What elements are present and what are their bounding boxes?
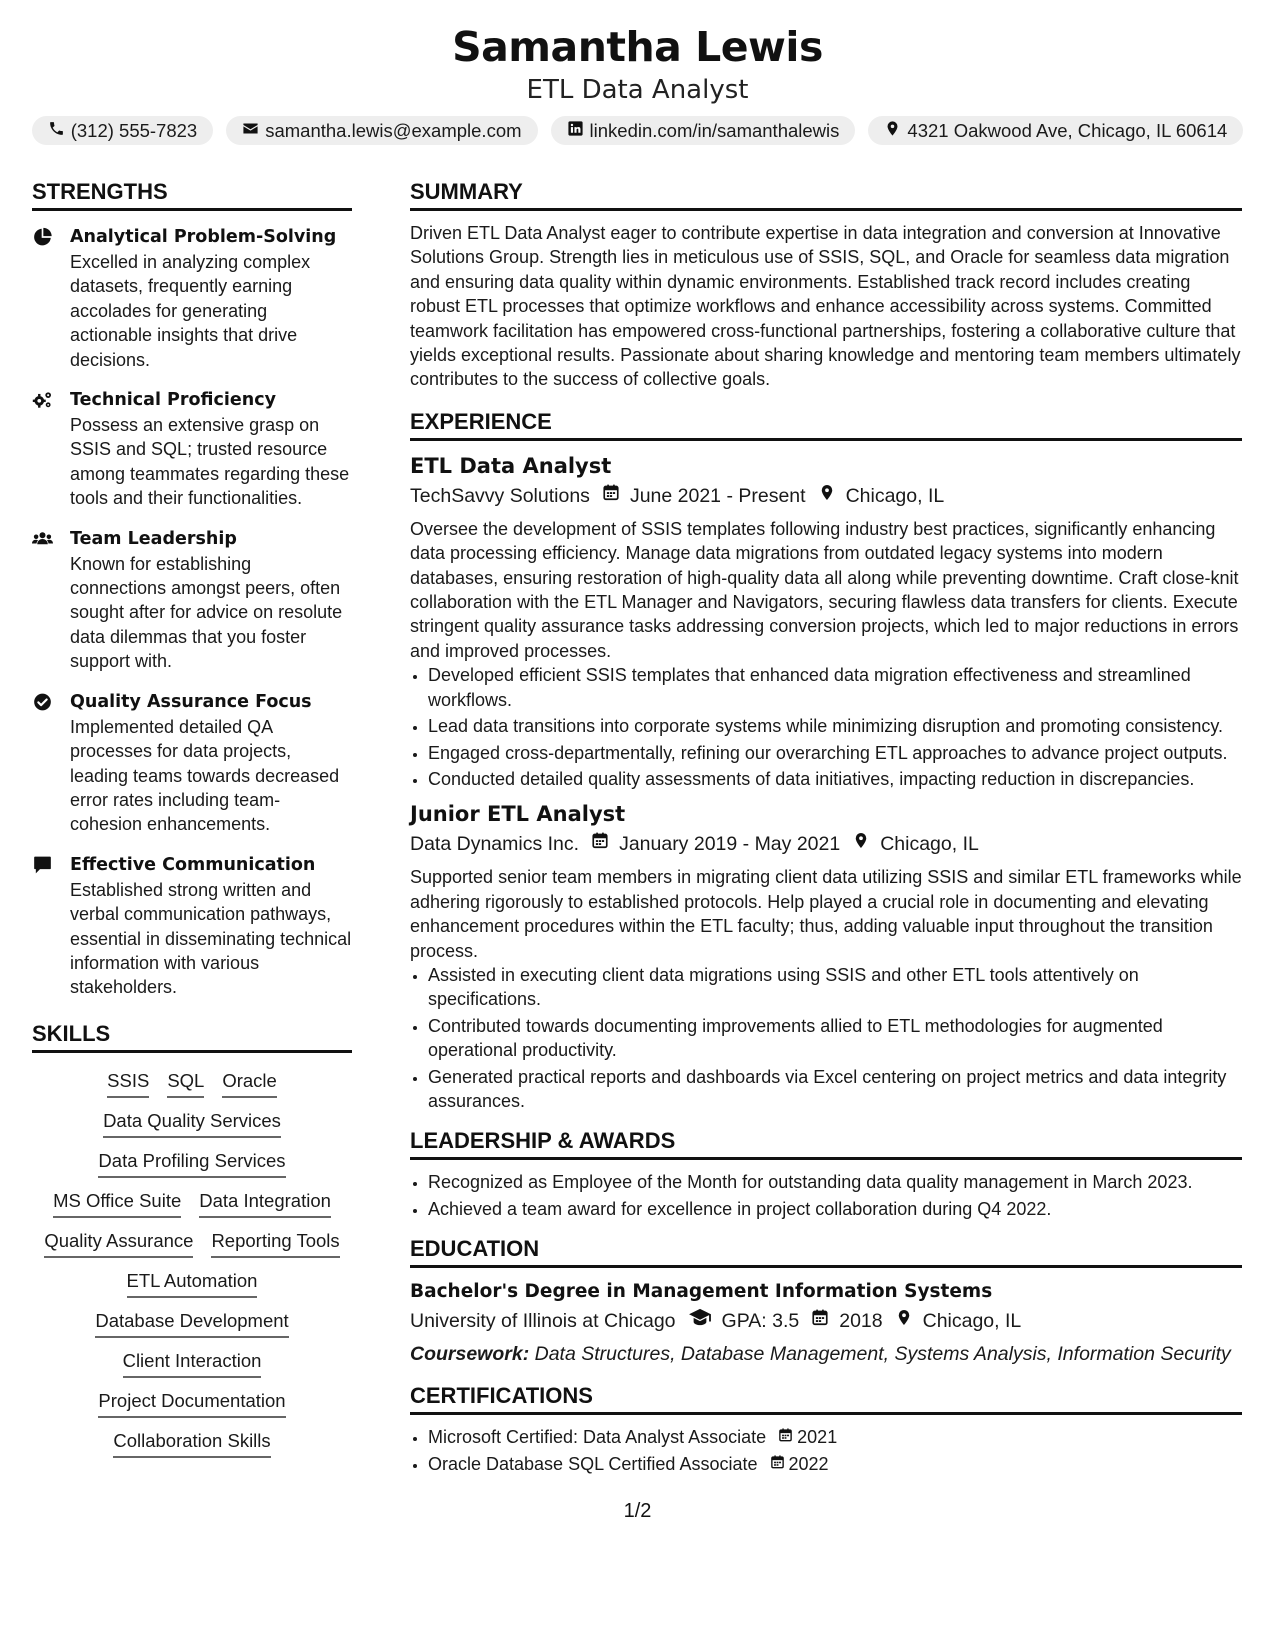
strength-title: Effective Communication (70, 854, 316, 875)
strength-item (32, 690, 352, 837)
resume-header (0, 0, 1275, 145)
strengths-heading: STRENGTHS (32, 178, 352, 211)
list-item: • Contributed towards documenting improvements allied to ETL methodologies for augmented operational productivity. (428, 1014, 1242, 1063)
gpa-value: GPA: 3.5 (721, 1310, 800, 1333)
summary-heading: SUMMARY (410, 178, 1242, 211)
candidate-name: Samantha Lewis (452, 23, 823, 71)
skill-tag: Data Profiling Services (98, 1149, 285, 1178)
list-item: • Recognized as Employee of the Month for outstanding data quality management in March 2023. (428, 1170, 1242, 1194)
job-entry (410, 451, 1242, 791)
cert-year: 2021 (797, 1427, 838, 1448)
strength-item (32, 388, 352, 511)
envelope-icon (242, 120, 259, 141)
calendar-icon (778, 1425, 793, 1449)
list-item: • Conducted detailed quality assessments of data initiatives, impacting reduction in discrepancies. (428, 767, 1242, 791)
degree-title: Bachelor's Degree in Management Information Systems (410, 1281, 993, 1303)
education-heading: EDUCATION (410, 1235, 1242, 1268)
certifications-list (410, 1425, 1242, 1476)
job-meta (410, 829, 1242, 859)
cert-name: Oracle Database SQL Certified Associate (428, 1453, 758, 1474)
strength-item (32, 527, 352, 674)
job-description: Supported senior team members in migrating client data utilizing SSIS and similar ETL frameworks while adhering rigorously to established protocols. Help played a crucial role in documenting and elevating enhancement procedures within the ETL faculty; thus, adding valuable input throughout the transition process. (410, 867, 1242, 961)
calendar-icon (591, 829, 609, 859)
graduation-year: 2018 (839, 1310, 883, 1333)
list-item: • Engaged cross-departmentally, refining our overarching ETL approaches to advance project outputs. (428, 741, 1242, 765)
skill-tag: Quality Assurance (44, 1229, 193, 1258)
list-item: • Achieved a team award for excellence in project collaboration during Q4 2022. (428, 1197, 1242, 1221)
job-bullets (410, 663, 1242, 791)
coursework (410, 1342, 1242, 1366)
map-pin-icon (884, 120, 901, 141)
skill-tag: Reporting Tools (211, 1229, 339, 1258)
skill-tag: Collaboration Skills (113, 1429, 270, 1458)
address-pill[interactable] (868, 116, 1243, 145)
phone-pill[interactable] (32, 116, 214, 145)
phone-icon (48, 120, 65, 141)
job-bullets (410, 963, 1242, 1113)
right-column (410, 178, 1242, 1478)
linkedin-pill[interactable] (551, 116, 856, 145)
job-location: Chicago, IL (845, 484, 945, 507)
strength-title: Analytical Problem-Solving (70, 227, 337, 247)
job-title: Junior ETL Analyst (410, 802, 626, 827)
skill-tag: SSIS (107, 1069, 149, 1098)
page-number: 1/2 (623, 1500, 652, 1522)
map-pin-icon (818, 481, 836, 511)
skill-tag: Project Documentation (98, 1389, 285, 1418)
strength-desc: Established strong written and verbal communication pathways, essential in disseminating technical information with various stakeholders. (70, 879, 352, 998)
list-item: • Assisted in executing client data migrations using SSIS and other ETL tools attentively on specifications. (428, 963, 1242, 1012)
email-pill[interactable] (226, 116, 537, 145)
pie-chart-icon (32, 225, 56, 372)
list-item: • Lead data transitions into corporate systems while minimizing disruption and promoting consistency. (428, 714, 1242, 738)
company-name: TechSavvy Solutions (410, 484, 590, 507)
list-item: • Generated practical reports and dashboards via Excel centering on project metrics and data integrity assurances. (428, 1065, 1242, 1114)
map-pin-icon (852, 829, 870, 859)
job-title: ETL Data Analyst (410, 453, 612, 478)
job-location: Chicago, IL (880, 833, 979, 856)
skills-heading: SKILLS (32, 1020, 352, 1053)
candidate-title: ETL Data Analyst (526, 75, 749, 105)
certifications-heading: CERTIFICATIONS (410, 1382, 1242, 1415)
strength-desc: Implemented detailed QA processes for data projects, leading teams towards decreased error rates including team-cohesion enhancements. (70, 716, 340, 835)
skill-tag: Database Development (95, 1309, 288, 1338)
linkedin-text: linkedin.com/in/samanthalewis (589, 120, 840, 141)
list-item (428, 1425, 1242, 1449)
email-text: samantha.lewis@example.com (265, 120, 522, 141)
skill-tag: Data Quality Services (103, 1109, 281, 1138)
skill-tag: ETL Automation (127, 1269, 258, 1298)
education-meta (410, 1306, 1242, 1336)
skills-list (32, 1063, 352, 1458)
comment-icon (32, 853, 56, 1000)
coursework-label: Coursework: (410, 1343, 530, 1366)
cert-year: 2022 (788, 1453, 829, 1474)
skill-tag: SQL (167, 1069, 204, 1098)
gears-icon (32, 388, 56, 511)
list-item (428, 1452, 1242, 1476)
strength-item (32, 853, 352, 1000)
users-icon (32, 527, 56, 674)
address-text: 4321 Oakwood Ave, Chicago, IL 60614 (907, 120, 1228, 141)
strength-title: Technical Proficiency (70, 390, 276, 411)
calendar-icon (602, 481, 620, 511)
cert-name: Microsoft Certified: Data Analyst Associate (428, 1427, 767, 1448)
job-dates: June 2021 - Present (629, 484, 806, 507)
linkedin-icon (567, 120, 584, 141)
list-item: • Developed efficient SSIS templates that enhanced data migration effectiveness and streamlined workflows. (428, 663, 1242, 712)
job-entry (410, 799, 1242, 1113)
graduation-cap-icon (688, 1306, 712, 1336)
strength-desc: Possess an extensive grasp on SSIS and SQL; trusted resource among teammates regarding these tools and their functionalities. (70, 415, 350, 509)
check-circle-icon (32, 690, 56, 837)
phone-text: (312) 555-7823 (70, 120, 198, 141)
calendar-icon (770, 1452, 785, 1476)
awards-heading: LEADERSHIP & AWARDS (410, 1127, 1242, 1160)
strength-desc: Known for establishing connections amongst peers, often sought after for advice on resolute data dilemmas that you foster support with. (70, 553, 343, 672)
left-column (32, 178, 352, 1458)
job-description: Oversee the development of SSIS templates following industry best practices, significantly enhancing data processing efficiency. Manage data migrations from outdated legacy systems into modern databases, ensuring restoration of high-quality data all along while preventing downtime. Craft close-knit collaboration with the ETL Manager and Navigators, securing flawless data transfers for clients. Execute stringent quality assurance tasks addressing conversion projects, which led to major reductions in errors and improved processes. (410, 518, 1239, 661)
strength-item (32, 225, 352, 372)
job-dates: January 2019 - May 2021 (619, 833, 841, 856)
summary-text: Driven ETL Data Analyst eager to contribute expertise in data integration and conversion at Innovative Solutions Group. Strength lies in meticulous use of SSIS, SQL, and Oracle for seamless data migration and ensuring data quality within dynamic environments. Established track record includes creating robust ETL processes that optimize workflows and enhance accessibility across systems. Committed teamwork facilitation has empowered cross-functional partnerships, fostering a collaborative culture that yields exceptional results. Passionate about sharing knowledge and mentoring team members ultimately contributes to the success of collective goals. (410, 223, 1241, 390)
job-meta (410, 481, 1242, 511)
skill-tag: MS Office Suite (53, 1189, 181, 1218)
map-pin-icon (895, 1306, 913, 1336)
skill-tag: Data Integration (199, 1189, 331, 1218)
calendar-icon (811, 1306, 829, 1336)
education-location: Chicago, IL (922, 1310, 1022, 1333)
strength-title: Quality Assurance Focus (70, 691, 312, 712)
awards-list (410, 1170, 1242, 1221)
strength-title: Team Leadership (70, 528, 237, 549)
company-name: Data Dynamics Inc. (410, 833, 580, 856)
skill-tag: Oracle (222, 1069, 277, 1098)
school-name: University of Illinois at Chicago (410, 1310, 676, 1333)
experience-heading: EXPERIENCE (410, 408, 1242, 441)
strength-desc: Excelled in analyzing complex datasets, frequently earning accolades for generating actionable insights that drive decisions. (70, 252, 311, 370)
skill-tag: Client Interaction (123, 1349, 262, 1378)
contact-bar (0, 116, 1275, 145)
coursework-list: Data Structures, Database Management, Systems Analysis, Information Security (534, 1343, 1231, 1366)
